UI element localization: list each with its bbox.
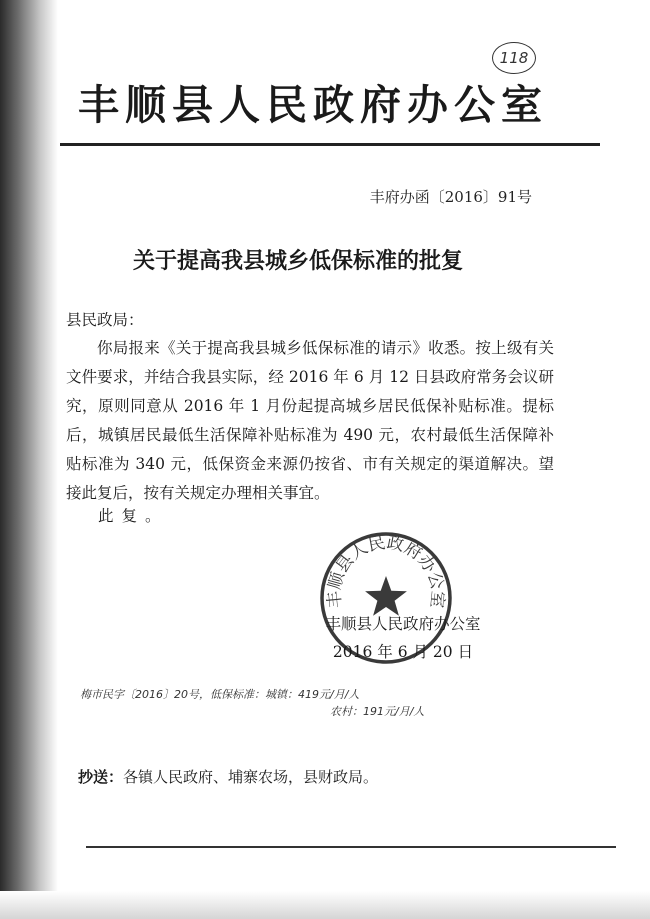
scan-shadow-bottom — [0, 891, 650, 919]
organization-header: 丰顺县人民政府办公室 — [78, 81, 548, 129]
handwritten-note — [80, 686, 424, 720]
cc-recipients: 各镇人民政府、埔寨农场，县财政局。 — [123, 768, 379, 786]
header-rule — [60, 143, 600, 146]
cc-label: 抄送： — [78, 768, 124, 786]
document-title: 关于提高我县城乡低保标准的批复 — [132, 248, 463, 274]
scan-shadow — [0, 0, 58, 919]
seal-text: 丰顺县人民政府办公室 — [324, 533, 448, 609]
salutation: 县民政局： — [66, 311, 144, 329]
handwritten-line-1: 梅市民字〔2016〕20号，低保标准：城镇：419元/月/人 — [80, 688, 360, 701]
signature-organization: 丰顺县人民政府办公室 — [325, 615, 481, 633]
cc-line — [78, 766, 378, 787]
signature-block — [318, 610, 488, 666]
signature-date: 2016 年 6 月 20 日 — [332, 643, 474, 661]
closing: 此复。 — [98, 507, 169, 525]
document-number: 丰府办函〔2016〕91号 — [369, 188, 532, 206]
page-number: 118 — [492, 42, 536, 74]
bottom-rule — [86, 846, 616, 848]
body-paragraph: 你局报来《关于提高我县城乡低保标准的请示》收悉。按上级有关文件要求，并结合我县实际，经 2016 年 6 月 12 日县政府常务会议研究，原则同意从 2016 年 1 月份起提高城乡居民低保补贴标准。提标后，城镇居民最低生活保障补贴标准为 490 元，农村最低生活保障补贴标准为 340 元，低保资金来源仍按省、市有关规定的渠道解决。望接此复后，按有关规定办理相关事宜。 — [66, 339, 554, 502]
handwritten-line-2: 农村：191元/月/人 — [330, 705, 425, 718]
